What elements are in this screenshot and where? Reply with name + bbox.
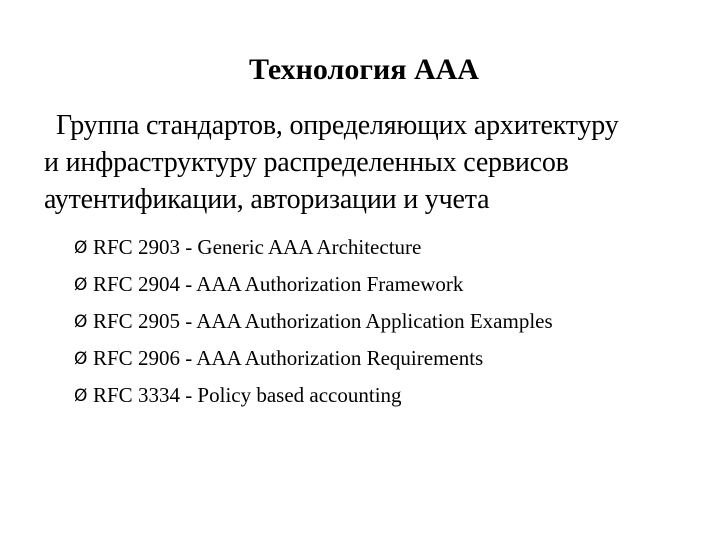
list-item — [74, 341, 553, 378]
arrow-bullet-icon: Ø — [74, 386, 88, 406]
lead-line: и инфраструктуру распределенных сервисов — [44, 147, 569, 178]
slide-title-text: Технология AAA — [249, 53, 479, 86]
lead-paragraph — [44, 107, 714, 218]
arrow-bullet-icon: Ø — [74, 238, 88, 258]
list-item — [74, 378, 553, 415]
list-item-text: RFC 3334 - Policy based accounting — [93, 383, 402, 407]
lead-line: аутентификации, авторизации и учета — [44, 184, 490, 215]
list-item-text: RFC 2905 - AAA Authorization Application Examples — [93, 309, 553, 333]
list-item-text: RFC 2904 - AAA Authorization Framework — [93, 272, 464, 296]
list-item — [74, 230, 553, 267]
arrow-bullet-icon: Ø — [74, 312, 88, 332]
arrow-bullet-icon: Ø — [74, 275, 88, 295]
lead-line: Группа стандартов, определяющих архитектуру — [56, 110, 619, 141]
slide-title — [0, 50, 720, 90]
list-item — [74, 304, 553, 341]
rfc-list — [74, 230, 553, 415]
list-item-text: RFC 2903 - Generic AAA Architecture — [93, 235, 422, 259]
list-item-text: RFC 2906 - AAA Authorization Requirements — [93, 346, 484, 370]
arrow-bullet-icon: Ø — [74, 349, 88, 369]
list-item — [74, 267, 553, 304]
